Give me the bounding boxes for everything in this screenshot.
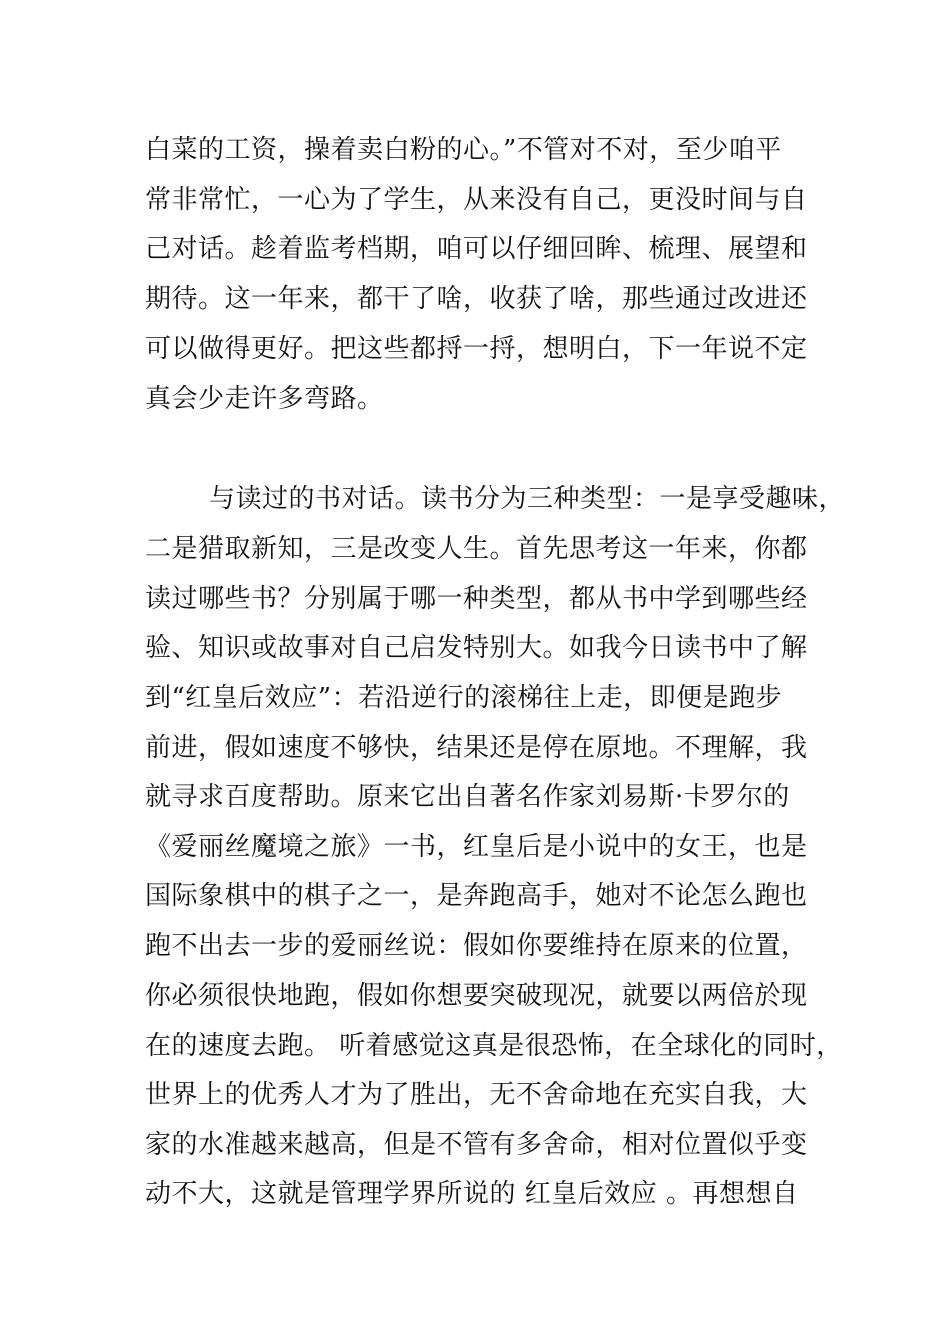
paragraph-1-line-1: 白菜的工资，操着卖白粉的心。”不管对不对，至少咱平 [145, 135, 782, 165]
paragraph-2-line-6: 前进，假如速度不够快，结果还是停在原地。不理解，我 [145, 733, 808, 763]
paragraph-2-line-8: 《爱丽丝魔境之旅》一书，红皇后是小说中的女王，也是 [145, 832, 808, 862]
paragraph-2-line-15: 动不大，这就是管理学界所说的 红皇后效应 。再想想自 [145, 1179, 799, 1209]
paragraph-2-line-7: 就寻求百度帮助。原来它出自著名作家刘易斯·卡罗尔的 [145, 782, 790, 812]
paragraph-2-line-10: 跑不出去一步的爱丽丝说：假如你要维持在原来的位置， [145, 931, 808, 961]
paragraph-2-line-1: 与读过的书对话。读书分为三种类型：一是享受趣味， [209, 484, 846, 514]
paragraph-1-line-5: 可以做得更好。把这些都捋一捋，想明白，下一年说不定 [145, 334, 808, 364]
paragraph-2-line-3: 读过哪些书？分别属于哪一种类型，都从书中学到哪些经 [145, 584, 808, 614]
paragraph-2-line-12: 在的速度去跑。 听着感觉这真是很恐怖，在全球化的同时， [145, 1031, 843, 1061]
paragraph-2-line-5: 到“红皇后效应”：若沿逆行的滚梯往上走，即便是跑步 [145, 683, 783, 713]
paragraph-2-line-14: 家的水准越来越高，但是不管有多舍命，相对位置似乎变 [145, 1130, 808, 1160]
paragraph-1-line-6: 真会少走许多弯路。 [145, 384, 384, 414]
paragraph-2-line-2: 二是猎取新知，三是改变人生。首先思考这一年来，你都 [145, 534, 808, 564]
paragraph-1-line-3: 己对话。趁着监考档期，咱可以仔细回眸、梳理、展望和 [145, 234, 808, 264]
paragraph-1-line-2: 常非常忙，一心为了学生，从来没有自己，更没时间与自 [145, 185, 808, 215]
paragraph-2-line-11: 你必须很快地跑，假如你想要突破现况，就要以两倍於现 [145, 981, 808, 1011]
paragraph-2-line-13: 世界上的优秀人才为了胜出，无不舍命地在充实自我，大 [145, 1080, 808, 1110]
paragraph-1-line-4: 期待。这一年来，都干了啥，收获了啥，那些通过改进还 [145, 284, 808, 314]
paragraph-2-line-4: 验、知识或故事对自己启发特别大。如我今日读书中了解 [145, 633, 808, 663]
paragraph-2-line-9: 国际象棋中的棋子之一，是奔跑高手，她对不论怎么跑也 [145, 881, 808, 911]
